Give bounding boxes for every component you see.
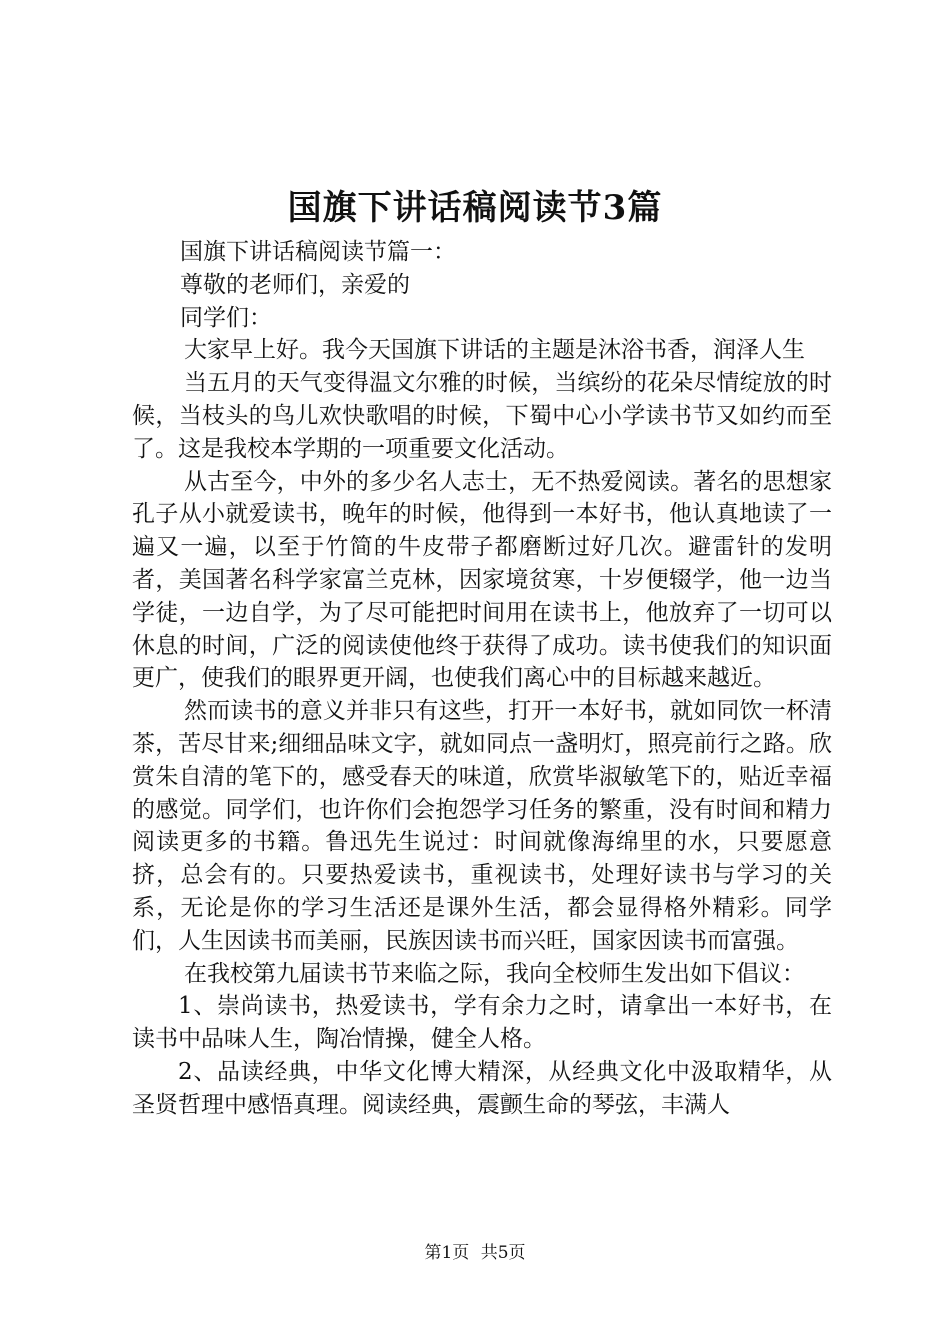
paragraph-salutation-2: 同学们： xyxy=(180,304,272,331)
paragraph-salutation: 尊敬的老师们，亲爱的 xyxy=(180,271,410,298)
page-total: 共5页 xyxy=(480,1243,526,1263)
paragraph-heading: 国旗下讲话稿阅读节篇一： xyxy=(180,239,456,265)
paragraph-list-item: 1、崇尚读书，热爱读书，学有余力之时，请拿出一本好书，在读书中品味人生，陶冶情操，健全人格。 xyxy=(132,993,832,1053)
paragraph: 从古至今，中外的多少名人志士，无不热爱阅读。著名的思想家孔子从小就爱读书，晚年的时候，他得到一本好书，他认真地读了一遍又一遍，以至于竹简的牛皮带子都磨断过好几次。避雷针的发明者，美国著名科学家富兰克林，因家境贫寒，十岁便辍学，他一边当学徒，一边自学，为了尽可能把时间用在读书上，他放弃了一切可以休息的时间，广泛的阅读使他终于获得了成功。读书使我们的知识面更广，使我们的眼界更开阔，也使我们离心中的目标越来越近。 xyxy=(132,468,832,692)
page-number: 第1页 xyxy=(424,1243,470,1263)
paragraph: 然而读书的意义并非只有这些，打开一本好书，就如同饮一杯清茶，苦尽甘来;细细品味文字，就如同点一盏明灯，照亮前行之路。欣赏朱自清的笔下的，感受春天的味道，欣赏毕淑敏笔下的，贴近幸福的感觉。同学们，也许你们会抱怨学习任务的繁重，没有时间和精力阅读更多的书籍。鲁迅先生说过：时间就像海绵里的水，只要愿意挤，总会有的。只要热爱读书，重视读书，处理好读书与学习的关系，无论是你的学习生活还是课外生活，都会显得格外精彩。同学们，人生因读书而美丽，民族因读书而兴旺，国家因读书而富强。 xyxy=(132,698,832,954)
document-body xyxy=(132,236,832,1122)
document-title: 国旗下讲话稿阅读节3篇 xyxy=(287,188,663,228)
page-footer xyxy=(0,1241,950,1265)
paragraph: 在我校第九届读书节来临之际，我向全校师生发出如下倡议： xyxy=(184,960,805,987)
paragraph-list-item: 2、品读经典，中华文化博大精深，从经典文化中汲取精华，从圣贤哲理中感悟真理。阅读经典，震颤生命的琴弦，丰满人 xyxy=(132,1058,832,1118)
paragraph: 当五月的天气变得温文尔雅的时候，当缤纷的花朵尽情绽放的时候，当枝头的鸟儿欢快歌唱的时候，下蜀中心小学读书节又如约而至了。这是我校本学期的一项重要文化活动。 xyxy=(132,370,832,462)
paragraph-greeting: 大家早上好。我今天国旗下讲话的主题是沐浴书香，润泽人生 xyxy=(184,337,805,364)
